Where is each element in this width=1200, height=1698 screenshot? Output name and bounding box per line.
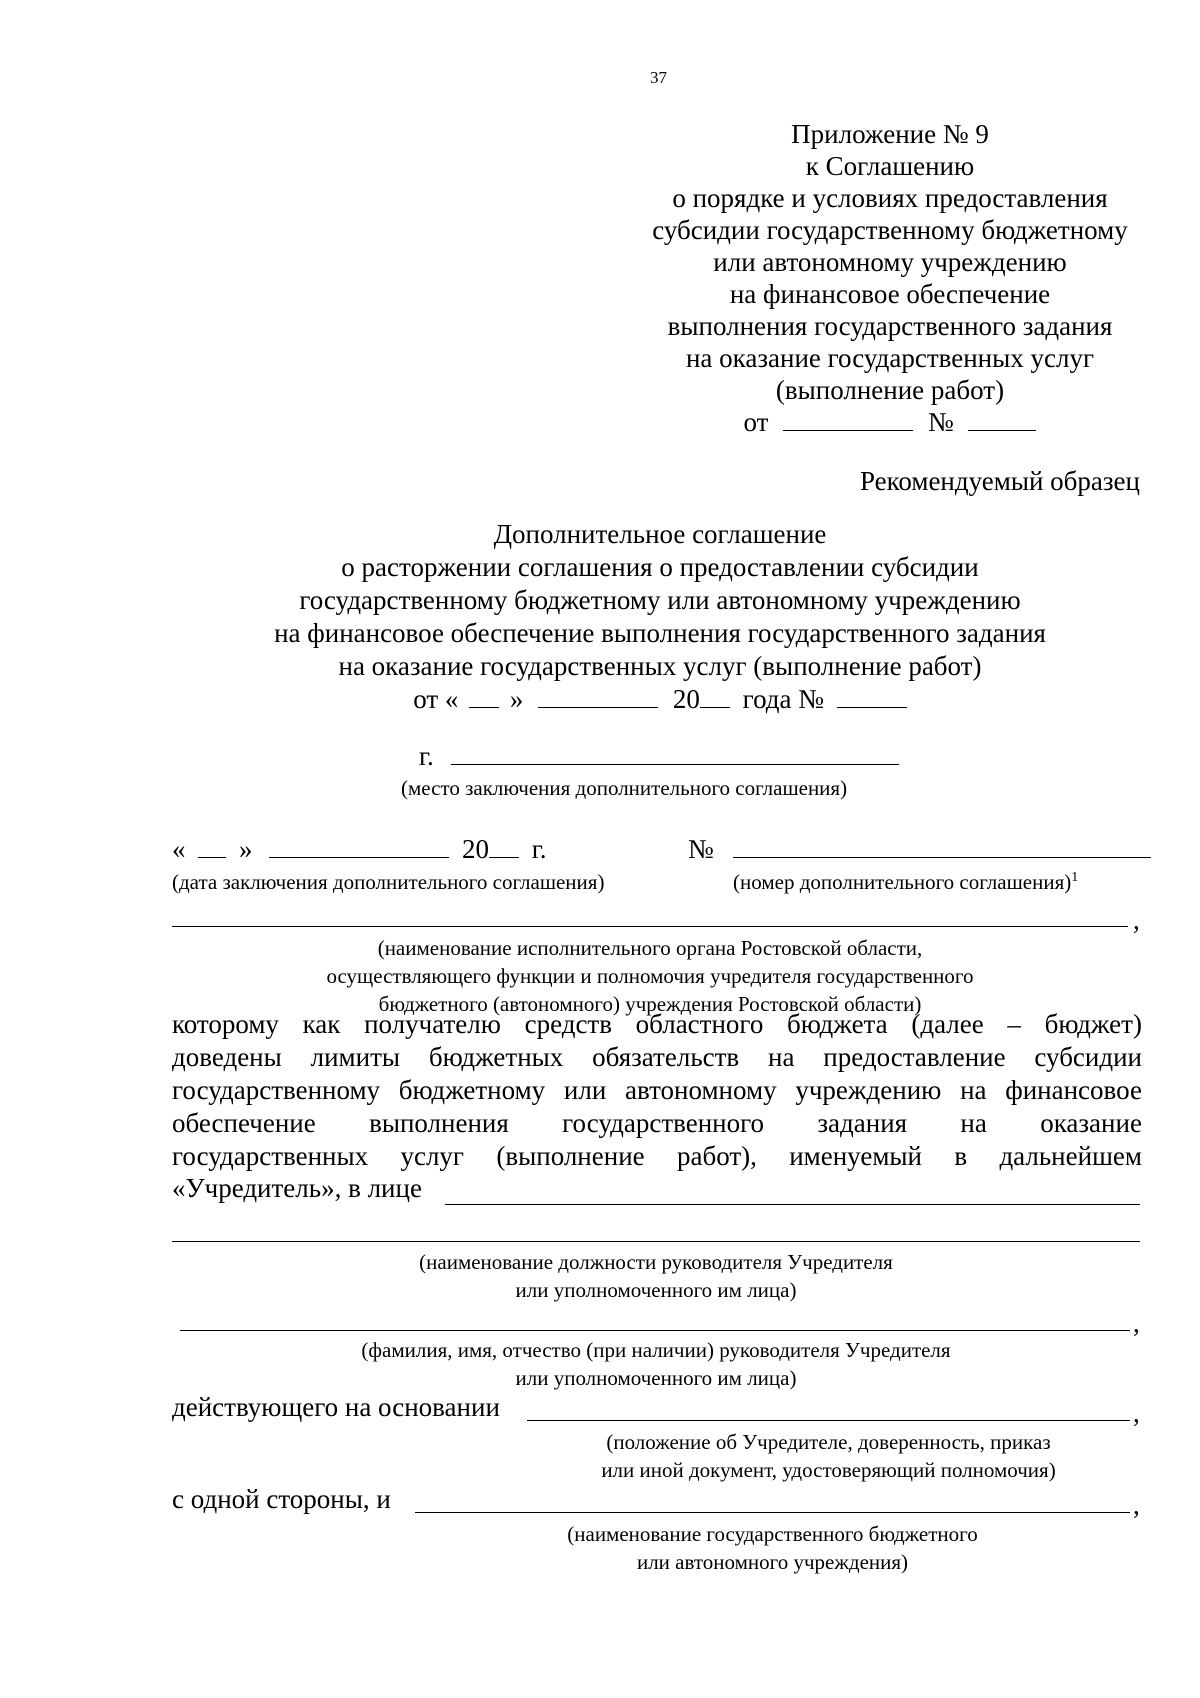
- caption-line: или иной документ, удостоверяющий полномочия): [601, 1458, 1056, 1482]
- appendix-line: субсидии государственному бюджетному: [652, 215, 1128, 245]
- word: на: [960, 1108, 987, 1138]
- word: бюджет): [1044, 1009, 1142, 1039]
- word: обеспечение: [172, 1108, 316, 1138]
- caption-line: (наименование должности руководителя Учредителя: [419, 1250, 893, 1274]
- fio-blank: [180, 1330, 1130, 1331]
- title-line: государственному бюджетному или автономному учреждению: [299, 585, 1021, 615]
- word: предоставление: [823, 1042, 1006, 1072]
- word: автономному: [625, 1075, 777, 1105]
- appendix-line: о порядке и условиях предоставления: [672, 183, 1108, 213]
- caption-line: (наименование исполнительного органа Ростовской области,: [377, 936, 923, 960]
- title-date-prefix: от «: [413, 684, 459, 714]
- year-blank: [700, 683, 730, 708]
- institution-blank: [415, 1512, 1130, 1513]
- date-row: [172, 833, 547, 865]
- title-date-quote-close: »: [509, 684, 524, 714]
- basis-row: [172, 1392, 500, 1423]
- title-line: Дополнительное соглашение: [493, 519, 827, 549]
- title-year-suffix: года №: [742, 684, 825, 714]
- caption-line: (положение об Учредителе, доверенность, приказ: [606, 1430, 1051, 1454]
- number-caption: (номер дополнительного соглашения): [733, 870, 1072, 894]
- month-blank: [269, 833, 449, 858]
- appendix-line: выполнения государственного задания: [667, 311, 1113, 341]
- word: получателю: [364, 1009, 501, 1039]
- appendix-line: или автономному учреждению: [713, 247, 1067, 277]
- place-caption: (место заключения дополнительного соглашения): [401, 776, 848, 800]
- word: доведены: [172, 1042, 282, 1072]
- founder-label: «Учредитель», в лице: [172, 1173, 422, 1203]
- quote-close: »: [239, 834, 253, 864]
- basis-blank: [527, 1420, 1130, 1421]
- word: или: [563, 1075, 607, 1105]
- word: государственному: [172, 1075, 381, 1105]
- word: бюджетных: [428, 1042, 564, 1072]
- side-row: [172, 1484, 391, 1515]
- word: государственного: [562, 1108, 765, 1138]
- day-blank: [469, 683, 499, 708]
- word: дальнейшем: [999, 1141, 1142, 1171]
- caption-line: или автономного учреждения): [636, 1550, 909, 1574]
- day-blank: [198, 833, 226, 858]
- word: средств: [524, 1009, 612, 1039]
- word: (далее: [911, 1009, 984, 1039]
- paragraph-line: [172, 1140, 1142, 1173]
- comma: ,: [1133, 1398, 1140, 1428]
- word: которому: [172, 1009, 279, 1039]
- date-caption: (дата заключения дополнительного соглашения): [172, 870, 605, 894]
- word: бюджетному: [398, 1075, 546, 1105]
- word: услуг: [400, 1141, 465, 1171]
- word: лимиты: [310, 1042, 401, 1072]
- position-caption: [172, 1248, 1140, 1304]
- quote-open: «: [172, 834, 186, 864]
- word: субсидии: [1034, 1042, 1142, 1072]
- title-line: на финансовое обеспечение выполнения государственного задания: [274, 618, 1046, 648]
- position-blank: [172, 1241, 1140, 1242]
- appendix-line: к Соглашению: [805, 151, 975, 181]
- caption-line: (фамилия, имя, отчество (при наличии) руководителя Учредителя: [361, 1338, 951, 1362]
- title-line: на оказание государственных услуг (выполнение работ): [338, 651, 982, 681]
- paragraph-line: [172, 1041, 1142, 1074]
- word: (выполнение: [496, 1141, 645, 1171]
- paragraph-line: [172, 1074, 1142, 1107]
- appendix-line: (выполнение работ): [775, 375, 1005, 405]
- title-year-prefix: 20: [672, 684, 700, 714]
- word: именуемый: [789, 1141, 922, 1171]
- executive-body-blank: [172, 926, 1128, 927]
- institution-caption: [415, 1520, 1130, 1576]
- month-blank: [538, 683, 658, 708]
- agreement-number-label: №: [688, 834, 714, 864]
- agreement-number-row: [688, 833, 1151, 865]
- appendix-header: [600, 118, 1180, 438]
- word: обязательств: [592, 1042, 740, 1072]
- caption-line: (наименование государственного бюджетного: [567, 1522, 978, 1546]
- word: работ),: [676, 1141, 757, 1171]
- appendix-date-line: [600, 406, 1180, 438]
- appendix-line: на финансовое обеспечение: [729, 279, 1051, 309]
- number-caption-wrap: [733, 870, 1078, 895]
- fio-caption: [172, 1336, 1140, 1392]
- caption-line: или уполномоченного им лица): [515, 1278, 797, 1302]
- word: учреждению: [795, 1075, 942, 1105]
- page-number: 37: [650, 68, 667, 87]
- word: –: [1007, 1009, 1021, 1039]
- place-row: [419, 740, 899, 772]
- executive-caption: [172, 934, 1128, 1018]
- word: государственных: [172, 1141, 369, 1171]
- recommended-sample-label: Рекомендуемый образец: [859, 466, 1140, 496]
- word: бюджета: [787, 1009, 888, 1039]
- basis-caption: [527, 1428, 1130, 1484]
- founder-row: [172, 1173, 422, 1204]
- year-label: 20: [462, 834, 489, 864]
- title-line: о расторжении соглашения о предоставлении субсидии: [341, 552, 979, 582]
- year-blank: [489, 833, 519, 858]
- paragraph-line: [172, 1008, 1142, 1041]
- agreement-number-blank: [733, 833, 1151, 858]
- number-blank: [968, 406, 1036, 431]
- from-label: от: [743, 407, 769, 437]
- word: как: [302, 1009, 341, 1039]
- title-date-line: [160, 683, 1160, 716]
- side-label: с одной стороны, и: [172, 1484, 391, 1514]
- comma: ,: [1133, 1308, 1140, 1338]
- main-paragraph: [172, 1008, 1142, 1173]
- number-label: №: [927, 407, 954, 437]
- word: выполнения: [369, 1108, 509, 1138]
- word: оказание: [1040, 1108, 1142, 1138]
- word: финансовое: [1005, 1075, 1142, 1105]
- caption-line: бюджетного (автономного) учреждения Ростовской области): [378, 992, 922, 1016]
- place-blank: [451, 740, 899, 765]
- comma: ,: [1133, 905, 1140, 935]
- word: задания: [817, 1108, 908, 1138]
- paragraph-line: [172, 1107, 1142, 1140]
- founder-representative-blank: [445, 1204, 1140, 1205]
- title-number-blank: [837, 683, 907, 708]
- appendix-line: Приложение № 9: [791, 119, 989, 149]
- place-label: г.: [419, 741, 434, 771]
- comma: ,: [1133, 1490, 1140, 1520]
- appendix-line: на оказание государственных услуг: [685, 343, 1095, 373]
- date-blank: [783, 406, 913, 431]
- word: в: [954, 1141, 968, 1171]
- footnote-marker: 1: [1071, 870, 1079, 885]
- caption-line: или уполномоченного им лица): [515, 1366, 797, 1390]
- caption-line: осуществляющего функции и полномочия учредителя государственного: [326, 964, 974, 988]
- word: областного: [635, 1009, 764, 1039]
- basis-label: действующего на основании: [172, 1392, 500, 1422]
- word: на: [768, 1042, 795, 1072]
- word: на: [960, 1075, 987, 1105]
- document-title: [160, 518, 1160, 716]
- year-suffix: г.: [531, 834, 547, 864]
